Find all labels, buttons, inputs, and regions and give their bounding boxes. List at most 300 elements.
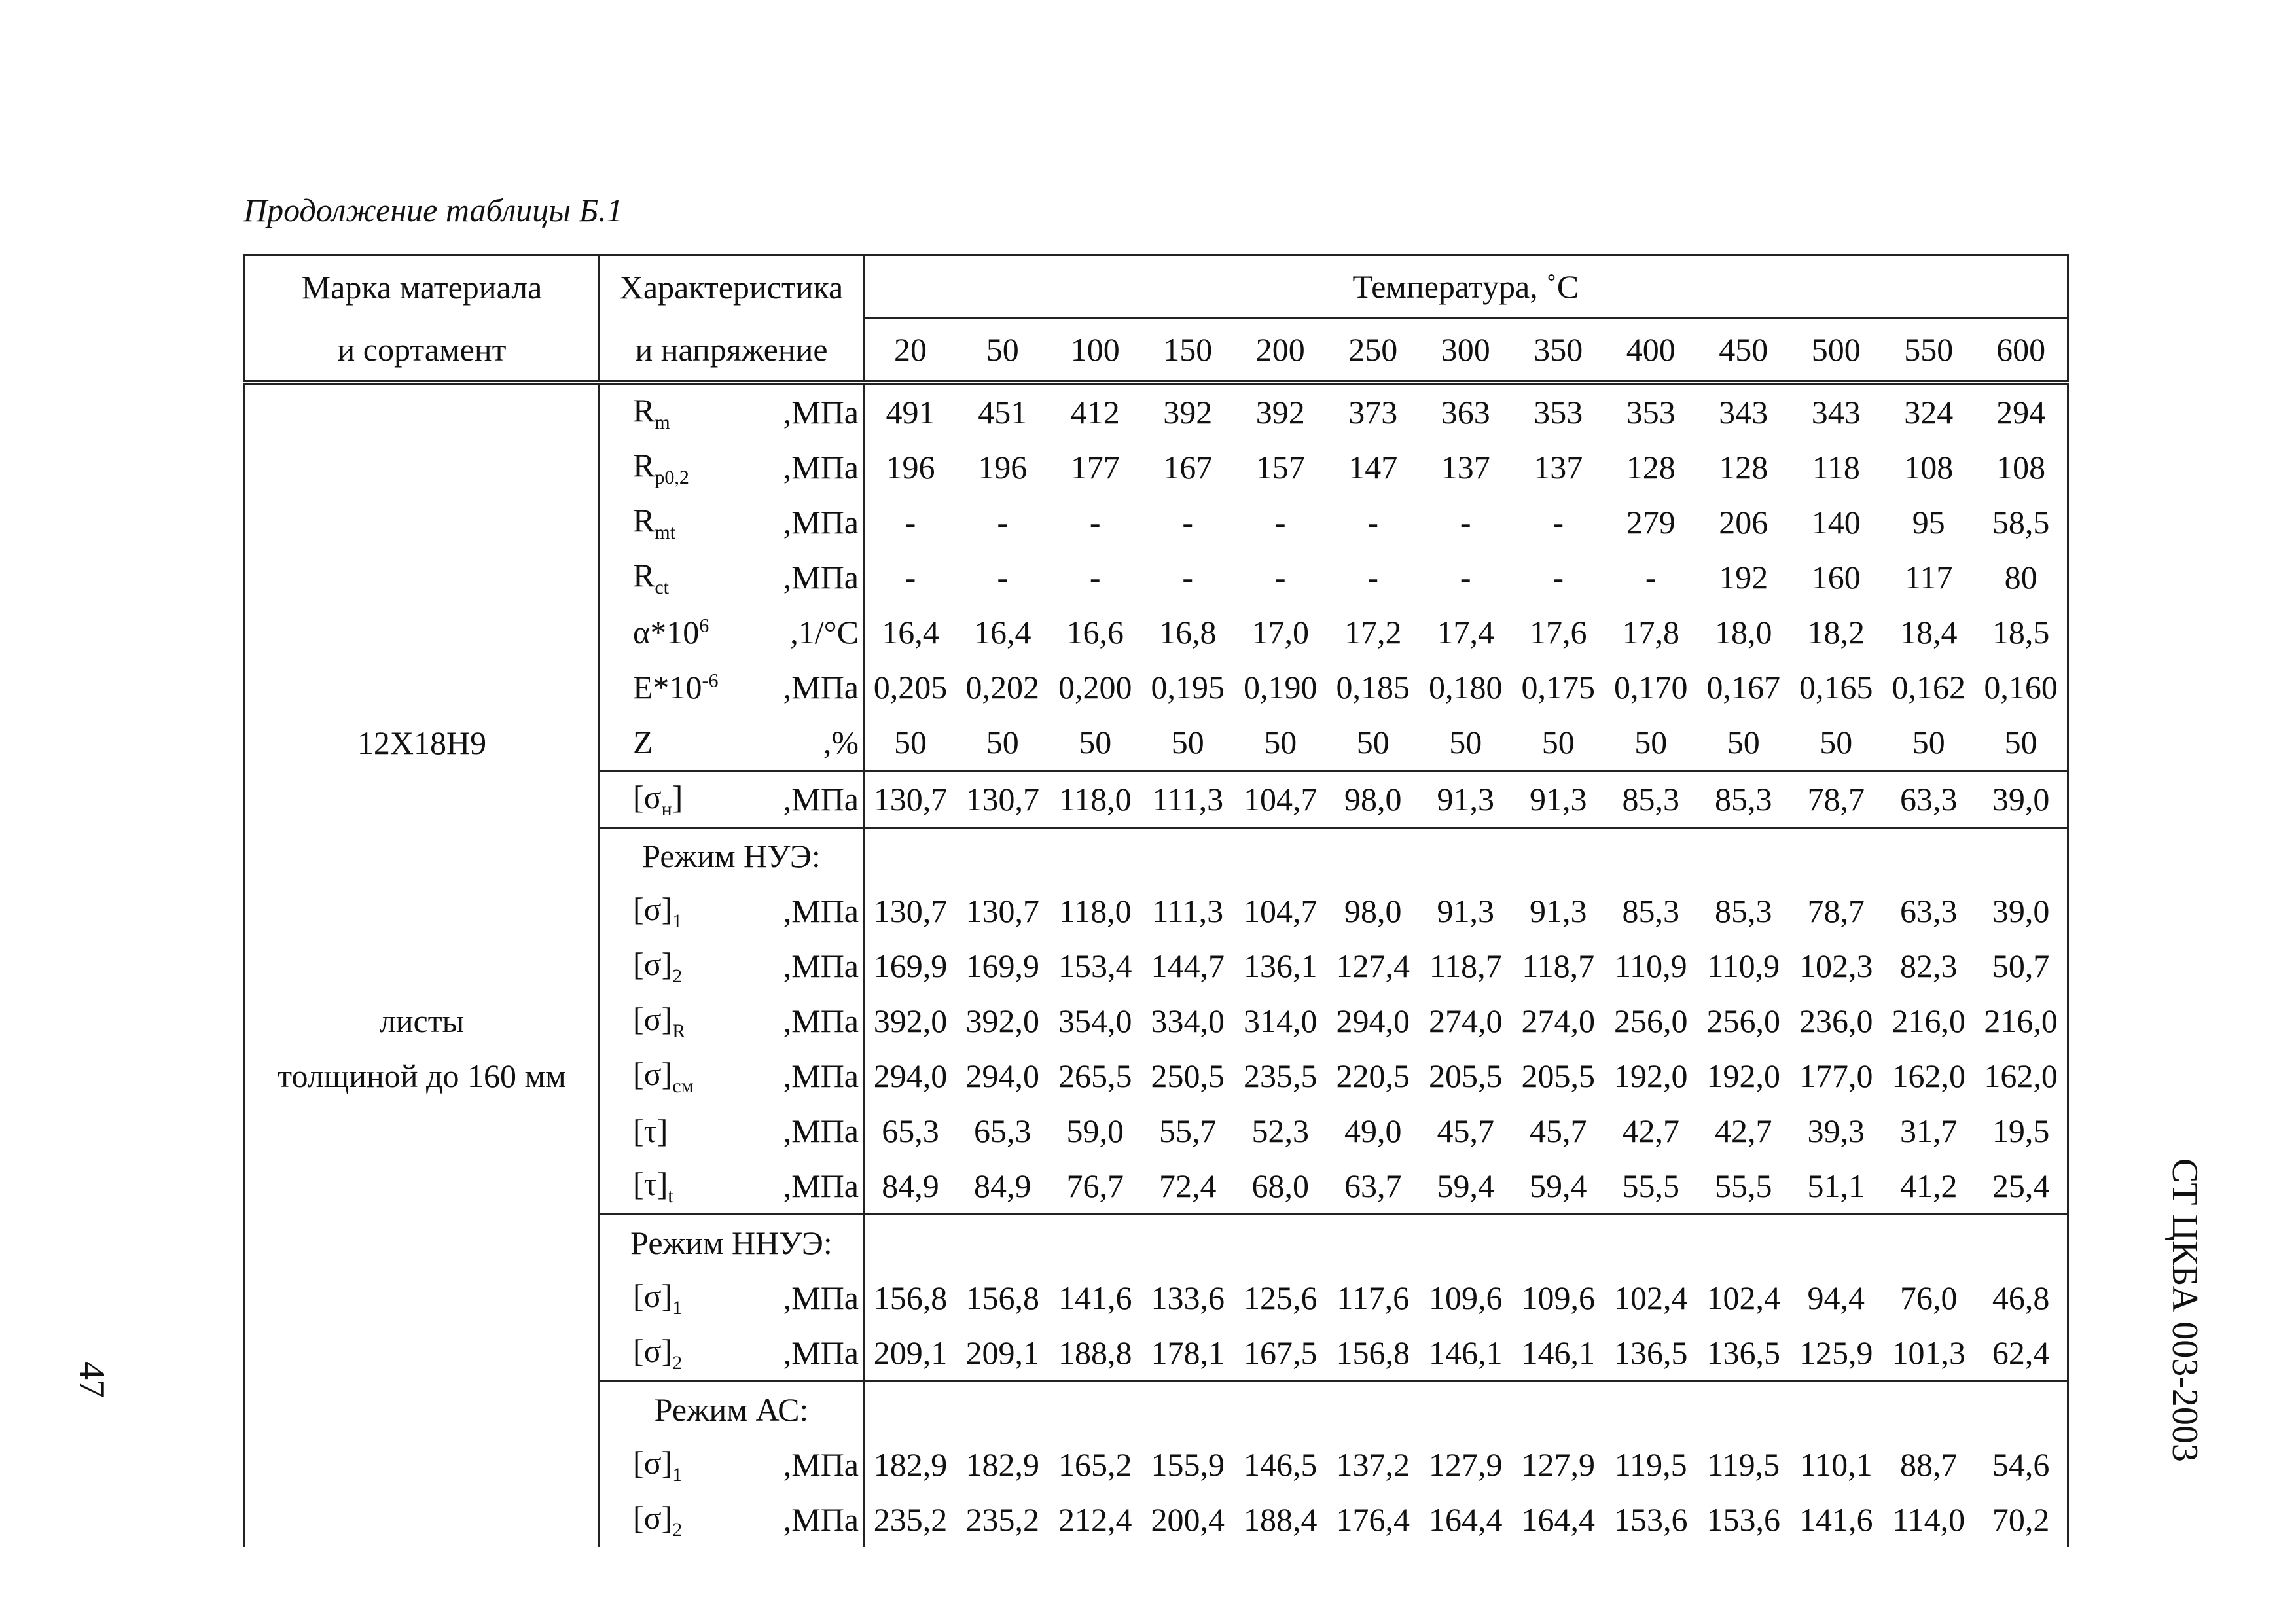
temperature-header xyxy=(864,255,2068,319)
value-cell: 76,7 xyxy=(1066,1168,1124,1204)
unit-label: ,МПа xyxy=(717,550,864,605)
mode-title-values xyxy=(864,1215,2068,1271)
table-row xyxy=(245,828,2068,884)
value-cell: 85,3 xyxy=(1697,771,1790,828)
value-cell: 50 xyxy=(1912,724,1945,760)
value-cell: 50 xyxy=(1820,724,1853,760)
table-row xyxy=(245,1270,2068,1325)
temperature-column-header: 350 xyxy=(1512,318,1605,383)
value-cell: 109,6 xyxy=(1521,1279,1595,1316)
value-cell: 102,3 xyxy=(1799,948,1873,984)
table-row xyxy=(245,993,2068,1048)
value-cell: - xyxy=(1552,559,1564,596)
value-cell: 0,162 xyxy=(1892,669,1965,705)
value-cell: 205,5 xyxy=(1521,1058,1595,1094)
value-cell: 0,160 xyxy=(1975,660,2068,715)
characteristic-label xyxy=(600,605,717,660)
characteristic-symbol: $R_m$ xyxy=(633,391,670,433)
characteristic-symbol: Z xyxy=(633,724,653,760)
material-cell xyxy=(245,440,600,495)
value-cell: 39,3 xyxy=(1807,1113,1865,1149)
material-cell xyxy=(245,883,600,938)
value-cell: 235,2 xyxy=(965,1501,1039,1538)
temperature-column-header: 500 xyxy=(1790,318,1883,383)
characteristic-label xyxy=(600,1270,717,1325)
table-row xyxy=(245,938,2068,993)
material-header-2 xyxy=(245,318,600,383)
value-cell: 68,0 xyxy=(1251,1168,1309,1204)
value-cell: 42,7 xyxy=(1715,1113,1772,1149)
unit-label: ,% xyxy=(717,715,864,771)
value-cell: 334,0 xyxy=(1151,1003,1225,1039)
characteristic-symbol: $[\sigma]_1$ xyxy=(633,1444,683,1486)
unit-label: ,1/°С xyxy=(717,605,864,660)
value-cell: 192 xyxy=(1719,559,1768,596)
value-cell: 41,2 xyxy=(1900,1168,1958,1204)
value-cell: 128 xyxy=(1626,449,1676,486)
value-cell: 0,167 xyxy=(1706,669,1780,705)
characteristic-label xyxy=(600,1103,717,1158)
unit-label: ,МПа xyxy=(717,660,864,715)
value-cell: 167 xyxy=(1163,449,1213,486)
value-cell: 127,9 xyxy=(1429,1446,1503,1483)
temperature-column-header: 300 xyxy=(1420,318,1513,383)
material-cell xyxy=(245,1437,600,1492)
value-cell: 127,9 xyxy=(1521,1446,1595,1483)
value-cell: 16,6 xyxy=(1066,614,1124,651)
characteristic-label xyxy=(600,495,717,550)
material-cell xyxy=(245,1048,600,1103)
unit-label: ,МПа xyxy=(717,1103,864,1158)
material-cell xyxy=(245,993,600,1048)
value-cell: 160 xyxy=(1811,559,1861,596)
material-grade: 12Х18Н9 xyxy=(357,724,487,761)
unit-label: ,МПа xyxy=(717,495,864,550)
value-cell: 188,4 xyxy=(1244,1501,1318,1538)
temperature-column-header: 20 xyxy=(864,318,957,383)
value-cell: 76,0 xyxy=(1900,1279,1958,1316)
value-cell: 392 xyxy=(1163,394,1213,431)
characteristic-symbol: $[\sigma_н]$ xyxy=(633,778,683,820)
temperature-column-header: 150 xyxy=(1141,318,1234,383)
value-cell: 294 xyxy=(1975,383,2068,440)
characteristic-header-line2: и напряжение xyxy=(635,330,828,368)
value-cell: 147 xyxy=(1348,449,1398,486)
material-cell xyxy=(245,1492,600,1547)
value-cell: 118,0 xyxy=(1058,893,1132,929)
value-cell: 130,7 xyxy=(965,893,1039,929)
characteristic-symbol: $R_{ct}$ xyxy=(633,556,670,598)
characteristic-label xyxy=(600,440,717,495)
value-cell: - xyxy=(1645,559,1657,596)
value-cell: 63,3 xyxy=(1900,893,1958,929)
value-cell: 146,5 xyxy=(1244,1446,1318,1483)
value-cell: 114,0 xyxy=(1892,1501,1965,1538)
characteristic-label xyxy=(600,715,717,771)
value-cell: 141,6 xyxy=(1058,1279,1132,1316)
characteristic-label xyxy=(600,1158,717,1215)
material-cell xyxy=(245,1325,600,1382)
value-cell: 412 xyxy=(1070,394,1120,431)
value-cell: 108 xyxy=(1975,440,2068,495)
table-row xyxy=(245,383,2068,440)
characteristic-header-2 xyxy=(600,318,864,383)
value-cell: 0,185 xyxy=(1336,669,1410,705)
mode-title: Режим ННУЭ: xyxy=(600,1215,864,1271)
value-cell: 19,5 xyxy=(1975,1103,2068,1158)
value-cell: 363 xyxy=(1441,394,1490,431)
value-cell: 0,200 xyxy=(1058,669,1132,705)
unit-label: ,МПа xyxy=(717,1325,864,1382)
value-cell: 451 xyxy=(978,394,1028,431)
value-cell: 63,3 xyxy=(1882,771,1975,828)
table-row xyxy=(245,550,2068,605)
value-cell: 50 xyxy=(1449,724,1482,760)
value-cell: 153,4 xyxy=(1058,948,1132,984)
unit-label: ,МПа xyxy=(717,1158,864,1215)
value-cell: 111,3 xyxy=(1152,893,1224,929)
value-cell: - xyxy=(1274,504,1286,541)
value-cell: 127,4 xyxy=(1336,948,1410,984)
characteristic-label xyxy=(600,1492,717,1547)
value-cell: 110,9 xyxy=(1614,948,1687,984)
characteristic-symbol: $[\sigma]_1$ xyxy=(633,890,683,932)
value-cell: 54,6 xyxy=(1975,1437,2068,1492)
table-row xyxy=(245,1437,2068,1492)
value-cell: 118,0 xyxy=(1049,771,1142,828)
value-cell: 118,7 xyxy=(1429,948,1502,984)
value-cell: 110,9 xyxy=(1707,948,1780,984)
value-cell: 18,4 xyxy=(1900,614,1958,651)
table-row xyxy=(245,1325,2068,1382)
value-cell: 236,0 xyxy=(1799,1003,1873,1039)
characteristic-symbol: $R_{p0,2}$ xyxy=(633,446,689,488)
characteristic-symbol: $[\sigma]_{см}$ xyxy=(633,1055,694,1097)
value-cell: 18,5 xyxy=(1975,605,2068,660)
temperature-column-header: 50 xyxy=(956,318,1049,383)
value-cell: 354,0 xyxy=(1058,1003,1132,1039)
value-cell: 196 xyxy=(886,449,935,486)
value-cell: 98,0 xyxy=(1344,893,1402,929)
value-cell: 59,4 xyxy=(1437,1168,1494,1204)
value-cell: 353 xyxy=(1626,394,1676,431)
value-cell: 274,0 xyxy=(1521,1003,1595,1039)
value-cell: 136,5 xyxy=(1614,1334,1688,1371)
characteristic-symbol: $R_{mt}$ xyxy=(633,501,676,543)
value-cell: 102,4 xyxy=(1614,1279,1688,1316)
characteristic-label xyxy=(600,993,717,1048)
value-cell: 18,2 xyxy=(1807,614,1865,651)
characteristic-symbol: $[\sigma]_2$ xyxy=(633,1499,683,1541)
value-cell: 256,0 xyxy=(1706,1003,1780,1039)
value-cell: 136,5 xyxy=(1706,1334,1780,1371)
value-cell: 164,4 xyxy=(1429,1501,1503,1538)
value-cell: 16,4 xyxy=(974,614,1031,651)
material-cell xyxy=(245,383,600,440)
value-cell: 177,0 xyxy=(1799,1058,1873,1094)
value-cell: 392,0 xyxy=(965,1003,1039,1039)
material-cell xyxy=(245,1103,600,1158)
material-cell xyxy=(245,660,600,715)
table-row xyxy=(245,1215,2068,1271)
value-cell: 294,0 xyxy=(965,1058,1039,1094)
value-cell: 169,9 xyxy=(873,948,948,984)
value-cell: 82,3 xyxy=(1900,948,1958,984)
material-form-line1: листы xyxy=(379,1003,465,1039)
table-row xyxy=(245,605,2068,660)
characteristic-symbol: $\alpha*10^6$ xyxy=(633,614,709,651)
value-cell: 256,0 xyxy=(1614,1003,1688,1039)
value-cell: 17,8 xyxy=(1622,614,1679,651)
value-cell: 102,4 xyxy=(1706,1279,1780,1316)
table-row xyxy=(245,1048,2068,1103)
value-cell: 42,7 xyxy=(1622,1113,1679,1149)
value-cell: 188,8 xyxy=(1058,1334,1132,1371)
value-cell: 119,5 xyxy=(1707,1446,1780,1483)
value-cell: 85,3 xyxy=(1605,771,1698,828)
value-cell: 153,6 xyxy=(1706,1501,1780,1538)
value-cell: - xyxy=(1460,504,1471,541)
value-cell: - xyxy=(1182,559,1194,596)
value-cell: 50 xyxy=(1171,724,1204,760)
material-cell xyxy=(245,715,600,771)
material-cell xyxy=(245,1158,600,1215)
value-cell: 0,190 xyxy=(1244,669,1318,705)
value-cell: 156,8 xyxy=(965,1279,1039,1316)
value-cell: 78,7 xyxy=(1807,893,1865,929)
value-cell: 162,0 xyxy=(1892,1058,1965,1094)
value-cell: 0,165 xyxy=(1799,669,1873,705)
table-row xyxy=(245,1158,2068,1215)
value-cell: 216,0 xyxy=(1892,1003,1965,1039)
value-cell: - xyxy=(1460,559,1471,596)
value-cell: 153,6 xyxy=(1614,1501,1688,1538)
value-cell: 58,5 xyxy=(1975,495,2068,550)
value-cell: 235,5 xyxy=(1244,1058,1318,1094)
page-number: 47 xyxy=(71,1361,112,1398)
value-cell: 392,0 xyxy=(873,1003,948,1039)
value-cell: 130,7 xyxy=(873,893,948,929)
value-cell: 491 xyxy=(886,394,935,431)
value-cell: 72,4 xyxy=(1159,1168,1217,1204)
characteristic-symbol: $[\sigma]_1$ xyxy=(633,1277,683,1319)
value-cell: 314,0 xyxy=(1244,1003,1318,1039)
characteristic-symbol: $[\sigma]_2$ xyxy=(633,1332,683,1374)
material-cell xyxy=(245,938,600,993)
value-cell: 31,7 xyxy=(1900,1113,1958,1149)
value-cell: 146,1 xyxy=(1429,1334,1503,1371)
value-cell: 95 xyxy=(1912,504,1945,541)
value-cell: 91,3 xyxy=(1512,771,1605,828)
value-cell: 353 xyxy=(1534,394,1583,431)
value-cell: 212,4 xyxy=(1058,1501,1132,1538)
value-cell: 220,5 xyxy=(1336,1058,1410,1094)
value-cell: 59,4 xyxy=(1530,1168,1587,1204)
table-row xyxy=(245,1382,2068,1438)
value-cell: 101,3 xyxy=(1892,1334,1965,1371)
value-cell: 137 xyxy=(1534,449,1583,486)
value-cell: 373 xyxy=(1348,394,1398,431)
value-cell: 0,175 xyxy=(1521,669,1595,705)
value-cell: 192,0 xyxy=(1706,1058,1780,1094)
value-cell: 50,7 xyxy=(1975,938,2068,993)
value-cell: 50 xyxy=(1079,724,1112,760)
value-cell: 146,1 xyxy=(1521,1334,1595,1371)
value-cell: 25,4 xyxy=(1975,1158,2068,1215)
table-row xyxy=(245,771,2068,828)
value-cell: 84,9 xyxy=(974,1168,1031,1204)
unit-label: ,МПа xyxy=(717,1270,864,1325)
unit-label: ,МПа xyxy=(717,938,864,993)
value-cell: 167,5 xyxy=(1244,1334,1318,1371)
characteristic-label xyxy=(600,771,717,828)
value-cell: - xyxy=(997,559,1009,596)
characteristic-label xyxy=(600,883,717,938)
characteristic-symbol: $[\tau]_t$ xyxy=(633,1165,673,1207)
value-cell: 250,5 xyxy=(1151,1058,1225,1094)
unit-label: ,МПа xyxy=(717,1437,864,1492)
characteristic-symbol: $[\sigma]_R$ xyxy=(633,1000,686,1042)
unit-label: ,МПа xyxy=(717,1048,864,1103)
value-cell: 50 xyxy=(1541,724,1575,760)
temperature-column-header: 400 xyxy=(1605,318,1698,383)
table-row xyxy=(245,440,2068,495)
value-cell: 46,8 xyxy=(1975,1270,2068,1325)
value-cell: 200,4 xyxy=(1151,1501,1225,1538)
value-cell: 80 xyxy=(1975,550,2068,605)
characteristic-label xyxy=(600,938,717,993)
value-cell: 216,0 xyxy=(1975,993,2068,1048)
value-cell: 125,9 xyxy=(1799,1334,1873,1371)
value-cell: 118 xyxy=(1812,449,1860,486)
value-cell: 182,9 xyxy=(965,1446,1039,1483)
table-row xyxy=(245,715,2068,771)
value-cell: 155,9 xyxy=(1151,1446,1225,1483)
material-cell xyxy=(245,605,600,660)
value-cell: 98,0 xyxy=(1327,771,1420,828)
value-cell: 343 xyxy=(1719,394,1768,431)
mode-title: Режим АС: xyxy=(600,1382,864,1438)
value-cell: 91,3 xyxy=(1530,893,1587,929)
value-cell: 0,195 xyxy=(1151,669,1225,705)
characteristic-label xyxy=(600,660,717,715)
value-cell: 50 xyxy=(986,724,1019,760)
value-cell: 196 xyxy=(978,449,1028,486)
value-cell: 141,6 xyxy=(1799,1501,1873,1538)
value-cell: 63,7 xyxy=(1344,1168,1402,1204)
unit-label: ,МПа xyxy=(717,1492,864,1547)
value-cell: 144,7 xyxy=(1151,948,1225,984)
temperature-column-header: 200 xyxy=(1234,318,1327,383)
value-cell: - xyxy=(1089,504,1101,541)
value-cell: 50 xyxy=(1634,724,1668,760)
value-cell: 0,202 xyxy=(965,669,1039,705)
value-cell: 84,9 xyxy=(882,1168,939,1204)
material-cell xyxy=(245,1382,600,1438)
value-cell: 130,7 xyxy=(956,771,1049,828)
value-cell: 110,1 xyxy=(1799,1446,1873,1483)
value-cell: 17,0 xyxy=(1251,614,1309,651)
unit-label: ,МПа xyxy=(717,883,864,938)
characteristic-label xyxy=(600,1048,717,1103)
material-header-line1: Марка материала xyxy=(301,268,543,306)
value-cell: 39,0 xyxy=(1975,771,2068,828)
table-row xyxy=(245,1103,2068,1158)
temperature-column-header: 250 xyxy=(1327,318,1420,383)
value-cell: 108 xyxy=(1904,449,1954,486)
properties-table xyxy=(243,254,2069,1547)
value-cell: - xyxy=(905,504,916,541)
value-cell: 117 xyxy=(1905,559,1953,596)
table-row xyxy=(245,883,2068,938)
value-cell: 164,4 xyxy=(1521,1501,1595,1538)
value-cell: 17,6 xyxy=(1530,614,1587,651)
value-cell: 343 xyxy=(1811,394,1861,431)
value-cell: 136,1 xyxy=(1244,948,1318,984)
value-cell: - xyxy=(1182,504,1194,541)
value-cell: 279 xyxy=(1626,504,1676,541)
characteristic-header xyxy=(600,255,864,319)
temperature-column-header: 450 xyxy=(1697,318,1790,383)
value-cell: 65,3 xyxy=(882,1113,939,1149)
table-row xyxy=(245,495,2068,550)
value-cell: 85,3 xyxy=(1715,893,1772,929)
value-cell: 91,3 xyxy=(1437,893,1494,929)
value-cell: 0,180 xyxy=(1429,669,1503,705)
value-cell: 16,4 xyxy=(882,614,939,651)
temperature-title: Температура, ˚С xyxy=(1352,268,1579,305)
material-header xyxy=(245,255,600,319)
temperature-column-header: 600 xyxy=(1975,318,2068,383)
value-cell: - xyxy=(905,559,916,596)
value-cell: 176,4 xyxy=(1336,1501,1410,1538)
document-id: СТ ЦКБА 003-2003 xyxy=(2164,1158,2205,1462)
characteristic-symbol: $[\sigma]_2$ xyxy=(633,945,683,987)
value-cell: 137,2 xyxy=(1336,1446,1410,1483)
value-cell: 104,7 xyxy=(1234,771,1327,828)
value-cell: - xyxy=(1089,559,1101,596)
mode-title-values xyxy=(864,828,2068,884)
value-cell: 78,7 xyxy=(1790,771,1883,828)
characteristic-label xyxy=(600,1325,717,1382)
value-cell: 156,8 xyxy=(1336,1334,1410,1371)
value-cell: 91,3 xyxy=(1420,771,1513,828)
value-cell: 18,0 xyxy=(1715,614,1772,651)
value-cell: 55,7 xyxy=(1159,1113,1217,1149)
characteristic-symbol: [τ] xyxy=(633,1113,668,1149)
value-cell: 50 xyxy=(1975,715,2068,771)
material-cell xyxy=(245,550,600,605)
value-cell: 156,8 xyxy=(873,1279,948,1316)
temperature-column-header: 550 xyxy=(1882,318,1975,383)
unit-label: ,МПа xyxy=(717,383,864,440)
material-cell xyxy=(245,771,600,828)
value-cell: - xyxy=(1274,559,1286,596)
value-cell: - xyxy=(1552,504,1564,541)
material-cell xyxy=(245,495,600,550)
value-cell: - xyxy=(1367,559,1379,596)
value-cell: 119,5 xyxy=(1614,1446,1687,1483)
characteristic-label xyxy=(600,1437,717,1492)
value-cell: 182,9 xyxy=(873,1446,948,1483)
value-cell: 17,2 xyxy=(1344,614,1402,651)
material-cell xyxy=(245,1215,600,1271)
value-cell: 162,0 xyxy=(1975,1048,2068,1103)
value-cell: 235,2 xyxy=(873,1501,948,1538)
value-cell: 169,9 xyxy=(965,948,1039,984)
value-cell: 178,1 xyxy=(1151,1334,1225,1371)
table-row xyxy=(245,1492,2068,1547)
